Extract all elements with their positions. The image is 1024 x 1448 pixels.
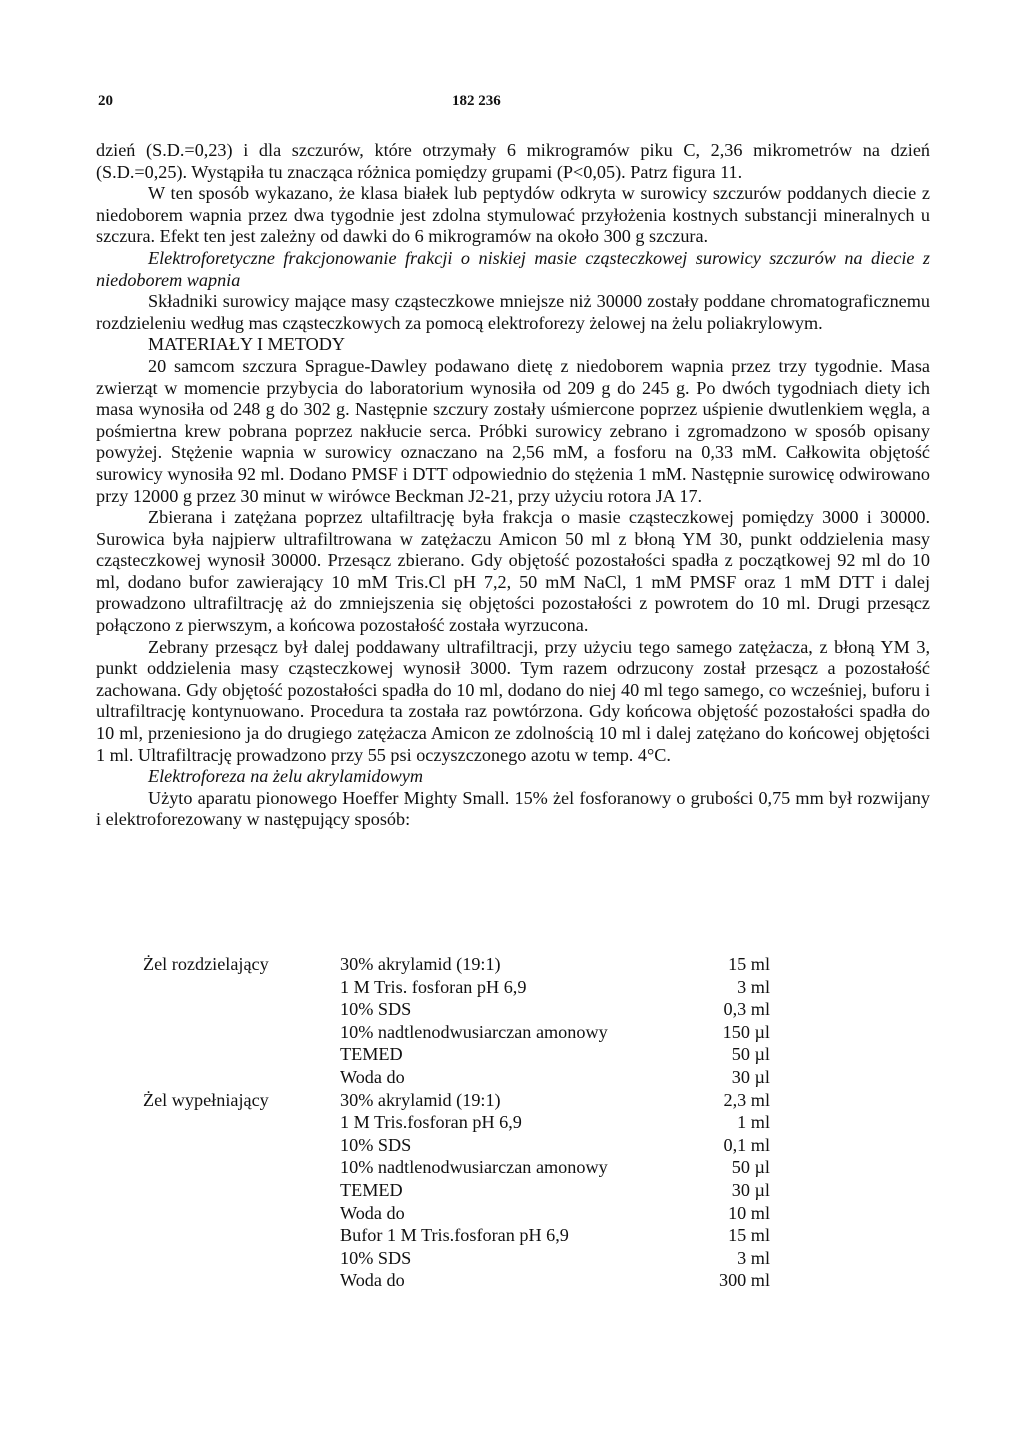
table-row [96, 1021, 770, 1044]
paragraph: W ten sposób wykazano, że klasa białek lub peptydów odkryta w surowicy szczurów poddanych diecie z niedoborem wapnia przez dwa tygodnie jest zdolna stymulować przyłożenia kostnych substancji mineralnych u szczura. Efekt ten jest zależny od dawki do 6 mikrogramów na około 300 g szczura. [96, 183, 930, 247]
paragraph: Użyto aparatu pionowego Hoeffer Mighty Small. 15% żel fosforanowy o grubości 0,75 mm był rozwijany i elektroforezowany w następujący sposób: [96, 787, 930, 830]
amount: 3 ml [737, 1247, 770, 1268]
reagent: 1 M Tris.fosforan pH 6,9 [340, 1112, 522, 1133]
amount: 15 ml [728, 954, 770, 974]
amount: 2,3 ml [723, 1089, 770, 1110]
table-row [96, 976, 770, 999]
paragraph: Składniki surowicy mające masy cząsteczkowe mniejsze niż 30000 zostały poddane chromatograficznemu rozdzieleniu według mas cząsteczkowych za pomocą elektroforezy żelowej na żelu poliakrylowym. [96, 291, 930, 333]
table-row [96, 1043, 770, 1066]
reagent: 30% akrylamid (19:1) [340, 1089, 501, 1110]
patent-number: 182 236 [452, 93, 501, 109]
amount: 300 ml [718, 1270, 770, 1291]
table-row [96, 953, 770, 976]
amount: 10 ml [728, 1202, 770, 1223]
amount: 15 ml [728, 1225, 770, 1246]
table-row [96, 1156, 770, 1179]
reagent: 10% SDS [340, 1134, 412, 1155]
reagent: 10% nadtlenodwusiarczan amonowy [340, 1021, 608, 1042]
reagent: TEMED [340, 1044, 403, 1065]
reagent: Bufor 1 M Tris.fosforan pH 6,9 [340, 1225, 569, 1246]
reagent: Woda do [340, 1066, 405, 1087]
reagent: 30% akrylamid (19:1) [340, 954, 501, 974]
amount: 0,1 ml [723, 1134, 770, 1155]
amount: 50 µl [731, 1044, 770, 1065]
paragraph: 20 samcom szczura Sprague-Dawley podawano dietę z niedoborem wapnia przez trzy tygodnie. Masa zwierząt w momencie przybycia do laboratorium wynosiła od 209 g do 245 g. Po dwóch tygodniach diety ich masa wynosiła od 248 g do 302 g. Następnie szczury zostały uśmiercone poprzez uśpienie dwutlenkiem węgla, a pośmiertna krew pobrana poprzez nakłucie serca. Próbki surowicy zebrano i zgromadzono w sposób opisany powyżej. Stężenie wapnia w surowicy oznaczano na 2,56 mM, a fosforu na 0,33 mM. Całkowita objętość surowicy wynosiła 92 ml. Dodano PMSF i DTT odpowiednio do stężenia 1 mM. Następnie surowicę odwirowano przy 12000 g przez 30 minut w wirówce Beckman J2-21, przy użyciu rotora JA 17. [96, 355, 930, 506]
paragraph: Zbierana i zatężana poprzez ultafiltrację była frakcja o masie cząsteczkowej pomiędzy 3000 i 30000. Surowica była najpierw ultrafiltrowana w zatężaczu Amicon 50 ml z błoną YM 30, punkt oddzielenia masy cząsteczkowej wynosił 30000. Przesącz zbierano. Gdy objętość pozostałości spadła z początkowej 92 ml do 10 ml, dodano bufor zawierający 10 mM Tris.Cl pH 7,2, 50 mM NaCl, 1 mM PMSF oraz 1 mM DTT i dalej prowadzono ultrafiltrację aż do zmniejszenia się objętości pozostałości z powrotem do 10 ml. Drugi przesącz połączono z pierwszym, a końcowa pozostałość została wyrzucona. [96, 507, 930, 636]
amount: 150 µl [722, 1021, 770, 1042]
section-heading: Elektroforeza na żelu akrylamidowym [148, 766, 423, 787]
amount: 30 µl [731, 1066, 770, 1087]
table-row [96, 998, 770, 1021]
section-heading: MATERIAŁY I METODY [148, 334, 346, 355]
paragraph: dzień (S.D.=0,23) i dla szczurów, które otrzymały 6 mikrogramów piku C, 2,36 mikrometrów na dzień (S.D.=0,25). Wystąpiła tu znacząca różnica pomiędzy grupami (P<0,05). Patrz figura 11. [96, 140, 930, 182]
reagent: 10% SDS [340, 1247, 412, 1268]
table-row [96, 1179, 770, 1202]
gel-group: Żel rozdzielający [143, 954, 269, 974]
document-body [96, 140, 930, 831]
amount: 50 µl [731, 1157, 770, 1178]
reagent: 10% SDS [340, 999, 412, 1020]
table-row [96, 1089, 770, 1112]
reagent: Woda do [340, 1270, 405, 1291]
reagent: TEMED [340, 1179, 403, 1200]
table-row [96, 1111, 770, 1134]
reagent: 1 M Tris. fosforan pH 6,9 [340, 976, 527, 997]
table-row [96, 1247, 770, 1270]
page-number: 20 [98, 93, 113, 109]
gel-recipe-table [96, 953, 770, 1292]
table-row [96, 1134, 770, 1157]
amount: 3 ml [737, 976, 770, 997]
table-row [96, 1066, 770, 1089]
paragraph: Zebrany przesącz był dalej poddawany ultrafiltracji, przy użyciu tego samego zatężacza, z błoną YM 3, punkt oddzielenia masy cząsteczkowej wynosił 3000. Tym razem odrzucony został przesącz a pozostałość zachowana. Gdy objętość pozostałości spadła do 10 ml, dodano do niej 40 ml tego samego, co wcześniej, buforu i ultrafiltrację kontynuowano. Procedura ta została raz powtórzona. Gdy końcowa objętość pozostałości spadła do 10 ml, przeniesiono ja do drugiego zatężacza Amicon ze zdolnością 10 ml i dalej zatężano do końcowej objętości 1 ml. Ultrafiltrację prowadzono przy 55 psi oczyszczonego azotu w temp. 4°C. [96, 636, 930, 765]
amount: 1 ml [737, 1112, 770, 1133]
reagent: 10% nadtlenodwusiarczan amonowy [340, 1157, 608, 1178]
table-row [96, 1224, 770, 1247]
amount: 30 µl [731, 1179, 770, 1200]
table-row [96, 1269, 770, 1292]
reagent: Woda do [340, 1202, 405, 1223]
section-heading: Elektroforetyczne frakcjonowanie frakcji o niskiej masie cząsteczkowej surowicy szczurów na diecie z niedoborem wapnia [96, 247, 930, 290]
table-row [96, 1202, 770, 1225]
gel-group: Żel wypełniający [143, 1089, 269, 1110]
amount: 0,3 ml [723, 999, 770, 1020]
